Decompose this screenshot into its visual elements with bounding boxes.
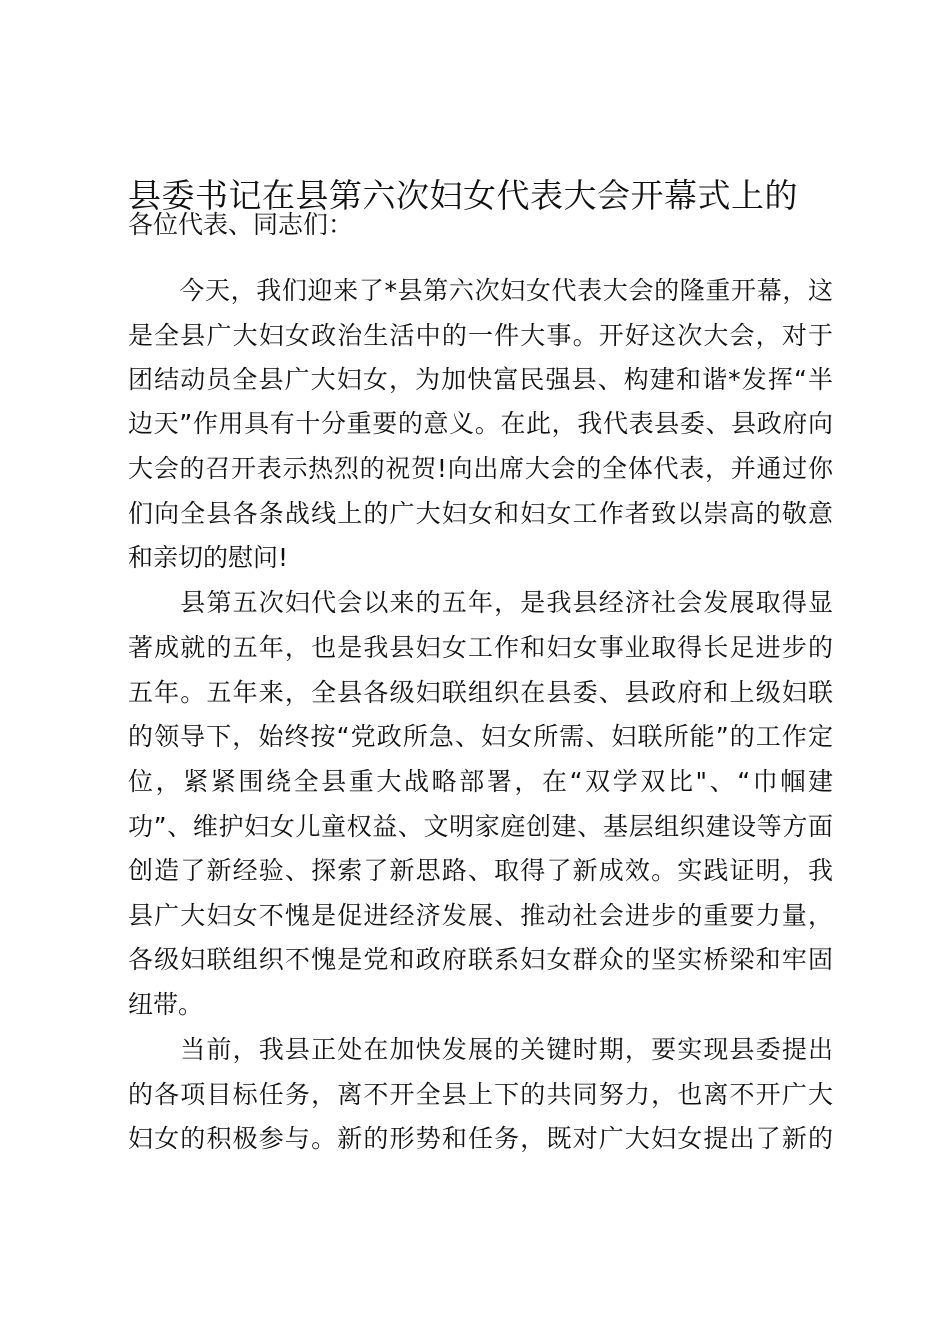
salutation: 各位代表、同志们： <box>128 210 354 239</box>
paragraph-2-line-1: 县第五次妇代会以来的五年，是我县经济社会发展取得显 <box>128 588 833 617</box>
paragraph-1-line-5: 大会的召开表示热烈的祝贺!向出席大会的全体代表，并通过你 <box>128 454 833 483</box>
paragraph-2-line-7: 创造了新经验、探索了新思路、取得了新成效。实践证明，我 <box>128 856 833 885</box>
paragraph-2-line-5: 位，紧紧围绕全县重大战略部署，在“双学双比"、“巾帼建 <box>128 767 833 796</box>
paragraph-1-line-3: 团结动员全县广大妇女，为加快富民强县、构建和谐*发挥“半 <box>128 365 833 394</box>
paragraph-1-line-1: 今天，我们迎来了*县第六次妇女代表大会的隆重开幕，这 <box>128 276 833 305</box>
paragraph-1-line-6: 们向全县各条战线上的广大妇女和妇女工作者致以崇高的敬意 <box>128 499 833 528</box>
paragraph-1-line-2: 是全县广大妇女政治生活中的一件大事。开好这次大会，对于 <box>128 321 833 350</box>
paragraph-1-line-7: 和亲切的慰问! <box>128 543 289 572</box>
paragraph-1-line-4: 边天”作用具有十分重要的意义。在此，我代表县委、县政府向 <box>128 409 833 438</box>
paragraph-3-line-3: 妇女的积极参与。新的形势和任务，既对广大妇女提出了新的 <box>128 1124 833 1153</box>
paragraph-3-line-1: 当前，我县正处在加快发展的关键时期，要实现县委提出 <box>128 1035 833 1064</box>
paragraph-3-line-2: 的各项目标任务，离不开全县上下的共同努力，也离不开广大 <box>128 1080 833 1109</box>
paragraph-2-line-9: 各级妇联组织不愧是党和政府联系妇女群众的坚实桥梁和牢固 <box>128 945 833 974</box>
paragraph-2-line-8: 县广大妇女不愧是促进经济发展、推动社会进步的重要力量， <box>128 901 833 930</box>
paragraph-2-line-4: 的领导下，始终按“党政所急、妇女所需、妇联所能”的工作定 <box>128 722 833 751</box>
paragraph-2-line-3: 五年。五年来，全县各级妇联组织在县委、县政府和上级妇联 <box>128 678 833 707</box>
paragraph-2-line-6: 功”、维护妇女儿童权益、文明家庭创建、基层组织建设等方面 <box>128 812 833 841</box>
paragraph-2-line-10: 纽带。 <box>128 990 204 1019</box>
document-title: 县委书记在县第六次妇女代表大会开幕式上的 <box>128 176 798 215</box>
paragraph-2-line-2: 著成就的五年，也是我县妇女工作和妇女事业取得长足进步的 <box>128 633 833 662</box>
